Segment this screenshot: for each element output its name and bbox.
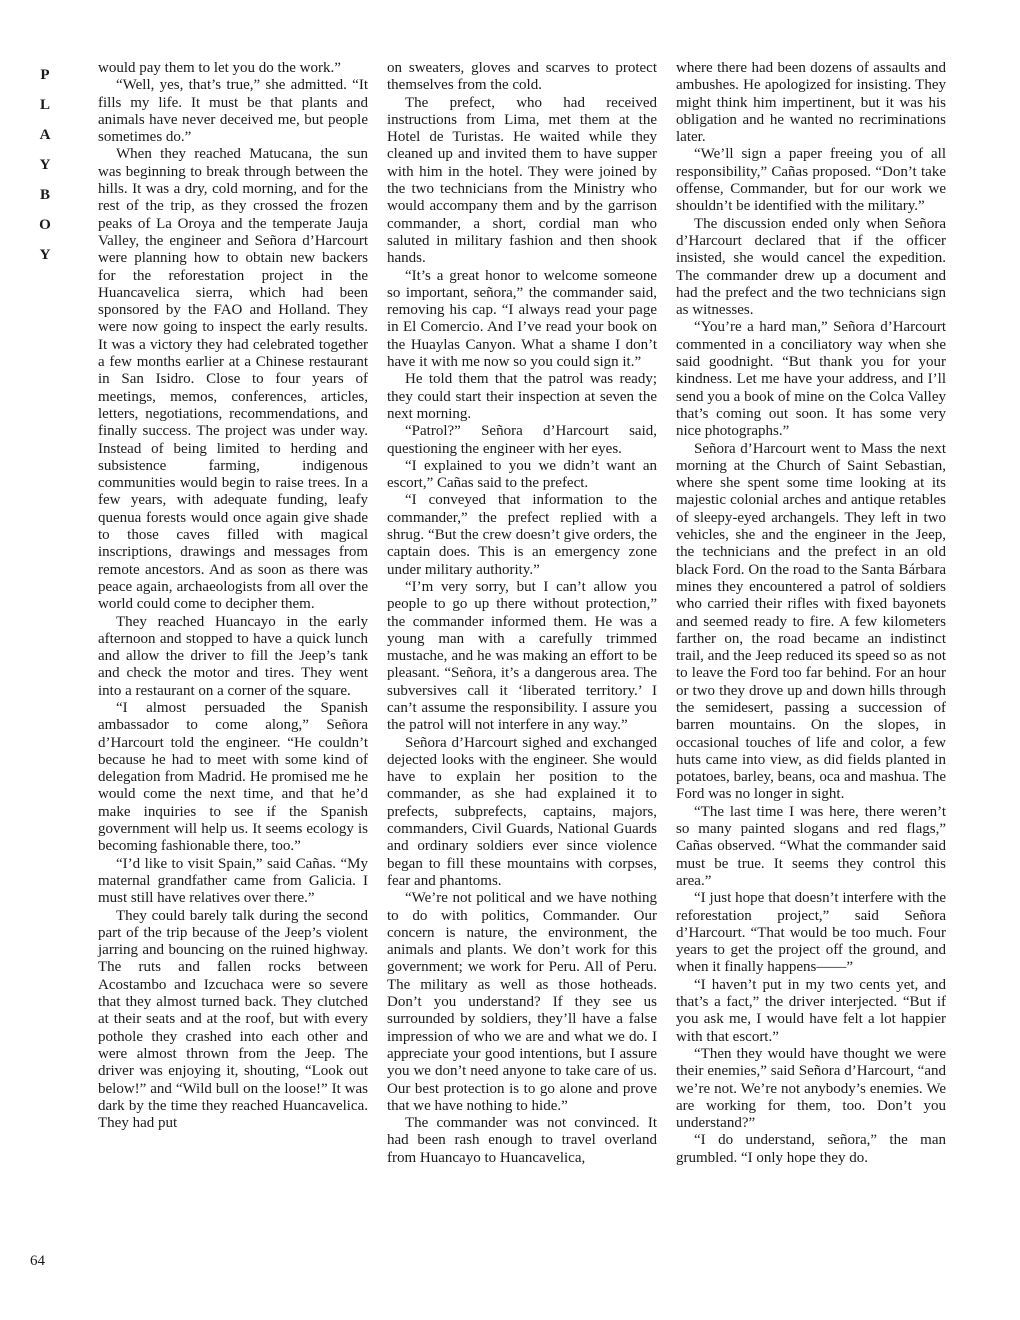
paragraph: “Well, yes, that’s true,” she admitted. “It fills my life. It must be that plants and animals have never deceived me, but people sometimes do.” xyxy=(98,77,368,146)
paragraph: “You’re a hard man,” Señora d’Harcourt commented in a conciliatory way when she said goodnight. “But thank you for your kindness. Let me have your address, and I’ll send you a book of mine on the Colca Valley that’s coming out soon. It has some very nice photographs.” xyxy=(676,319,946,440)
paragraph: “I’m very sorry, but I can’t allow you people to go up there without protection,” the commander informed them. He was a young man with a carefully trimmed mustache, and he was making an effort to be pleasant. “Señora, it’s a dangerous area. The subversives call it ‘liberated territory.’ I can’t assume the responsibility. I assure you the patrol will not interfere in any way.” xyxy=(387,578,657,734)
page-number: 64 xyxy=(30,1253,45,1269)
paragraph: on sweaters, gloves and scarves to protect themselves from the cold. xyxy=(387,60,657,94)
running-head-letter: P xyxy=(40,67,50,83)
paragraph: “I explained to you we didn’t want an escort,” Cañas said to the prefect. xyxy=(387,457,657,492)
paragraph: “We’ll sign a paper freeing you of all responsibility,” Cañas proposed. “Don’t take offense, Commander, but for our work we shouldn’t be identified with the military.” xyxy=(676,146,946,215)
paragraph: The discussion ended only when Señora d’Harcourt declared that if the officer insisted, she would cancel the expedition. The commander drew up a document and had the prefect and the two technicians sign as witnesses. xyxy=(676,215,946,319)
paragraph: “We’re not political and we have nothing to do with politics, Commander. Our concern is nature, the environment, the animals and plants. We don’t work for this government; we work for Peru. All of Peru. The military as well as those hotheads. Don’t you understand? If they see us surrounded by soldiers, they’ll have a false impression of who we are and what we do. I appreciate your good intentions, but I assure you we don’t need anyone to take care of us. Our best protection is to go alone and prove that we have nothing to hide.” xyxy=(387,890,657,1114)
paragraph: Señora d’Harcourt went to Mass the next morning at the Church of Saint Sebastian, where she spent some time looking at its majestic colonial arches and antique retables of sleepy-eyed archangels. They left in two vehicles, she and the engineer in the Jeep, the technicians and the prefect in an old black Ford. On the road to the Santa Bárbara mines they encountered a patrol of soldiers who carried their rifles with fixed bayonets and seemed ready to fire. A few kilometers farther on, the road became an indistinct trail, and the Jeep reduced its speed so as not to leave the Ford too far behind. For an hour or two they drove up and down hills through the semidesert, passing a succession of barren mountains. On the slopes, in occasional touches of life and color, a few huts came into view, as did fields planted in potatoes, barley, beans, oca and mashua. The Ford was no longer in sight. xyxy=(676,440,946,803)
paragraph: “I’d like to visit Spain,” said Cañas. “My maternal grandfather came from Galicia. I must still have relatives over there.” xyxy=(98,855,368,907)
paragraph: They could barely talk during the second part of the trip because of the Jeep’s violent jarring and bouncing on the ruined highway. The ruts and fallen rocks between Acostambo and Izcuchaca were so severe that they almost turned back. They clutched at their seats and at the roof, but with every pothole they crashed into each other and were almost thrown from the Jeep. The driver was enjoying it, shouting, “Look out below!” and “Wild bull on the loose!” It was dark by the time they reached Huancavelica. They had put xyxy=(98,907,368,1132)
running-head xyxy=(30,60,60,270)
text-column-3 xyxy=(676,60,946,1167)
paragraph: “The last time I was here, there weren’t so many painted slogans and red flags,” Cañas observed. “What the commander said must be true. It seems they control this area.” xyxy=(676,803,946,889)
paragraph: The commander was not convinced. It had been rash enough to travel overland from Huancayo to Huancavelica, xyxy=(387,1115,657,1166)
paragraph: “It’s a great honor to welcome someone so important, señora,” the commander said, removing his cap. “I always read your page in El Comercio. And I’ve read your book on the Huaylas Canyon. What a shame I don’t have it with me now so you could sign it.” xyxy=(387,267,657,371)
running-head-letter: Y xyxy=(39,157,51,173)
paragraph: where there had been dozens of assaults and ambushes. He apologized for insisting. They might think him impertinent, but it was his obligation and he wanted no recriminations later. xyxy=(676,60,946,146)
paragraph: They reached Huancayo in the early afternoon and stopped to have a quick lunch and allow the driver to fill the Jeep’s tank and check the motor and tires. They went into a restaurant on a corner of the square. xyxy=(98,613,368,699)
paragraph: “I do understand, señora,” the man grumbled. “I only hope they do. xyxy=(676,1132,946,1166)
running-head-letter: B xyxy=(39,187,50,203)
paragraph: would pay them to let you do the work.” xyxy=(98,60,341,76)
running-head-letter: O xyxy=(39,217,51,233)
paragraph: “I haven’t put in my two cents yet, and that’s a fact,” the driver interjected. “But if you ask me, I would have felt a lot happier with that escort.” xyxy=(676,976,946,1045)
running-head-letter: L xyxy=(39,97,50,113)
text-column-1 xyxy=(98,60,368,1132)
paragraph: “I just hope that doesn’t interfere with the reforestation project,” said Señora d’Harcourt. “That would be too much. Four years to get the project off the ground, and when it finally happens——” xyxy=(676,890,946,976)
paragraph: “I conveyed that information to the commander,” the prefect replied with a shrug. “But the crew doesn’t give orders, the captain does. This is an emergency zone under military authority.” xyxy=(387,492,657,578)
paragraph: The prefect, who had received instructions from Lima, met them at the Hotel de Turistas. He waited while they cleaned up and invited them to have supper with him in the hotel. They were joined by the two technicians from the Ministry who would accompany them and by the garrison commander, a short, cordial man who saluted in military fashion and then shook hands. xyxy=(387,94,657,267)
paragraph: “Patrol?” Señora d’Harcourt said, questioning the engineer with her eyes. xyxy=(387,423,657,457)
running-head-letter: Y xyxy=(39,247,51,263)
paragraph: Señora d’Harcourt sighed and exchanged dejected looks with the engineer. She would have to explain her position to the commander, as she had explained it to prefects, subprefects, captains, majors, commanders, Civil Guards, National Guards and ordinary soldiers ever since violence began to fill these mountains with corpses, fear and phantoms. xyxy=(387,734,657,889)
paragraph: “Then they would have thought we were their enemies,” said Señora d’Harcourt, “and we’re not. We’re not anybody’s enemies. We are working for them, too. Don’t you understand?” xyxy=(676,1045,946,1132)
text-column-2 xyxy=(387,60,657,1167)
paragraph: He told them that the patrol was ready; they could start their inspection at seven the next morning. xyxy=(387,371,657,422)
paragraph: “I almost persuaded the Spanish ambassador to come along,” Señora d’Harcourt told the engineer. “He couldn’t because he had to meet with some kind of delegation from Madrid. He promised me he would come the next time, and that he’d make inquiries to see if the Spanish government will help us. It seems ecology is becoming fashionable there, too.” xyxy=(98,699,368,855)
paragraph: When they reached Matucana, the sun was beginning to break through between the hills. It was a dry, cold morning, and for the rest of the trip, as they crossed the frozen peaks of La Oroya and the temperate Jauja Valley, the engineer and Señora d’Harcourt were planning how to obtain new backers for the reforestation project in the Huancavelica sierra, which had been sponsored by the FAO and Holland. They were now going to inspect the early results. It was a victory they had celebrated together a few months earlier at a Chinese restaurant in San Isidro. Close to four years of meetings, memos, conferences, articles, letters, negotiations, recommendations, and finally success. The project was under way. Instead of being limited to herding and subsistence farming, indigenous communities would begin to raise trees. In a few years, with adequate funding, leafy quenua forests would once again give shade to those caves filled with magical inscriptions, drawings and messages from remote ancestors. And as soon as there was peace again, archaeologists from all over the world could come to decipher them. xyxy=(98,146,368,613)
running-head-letter: A xyxy=(39,127,51,143)
